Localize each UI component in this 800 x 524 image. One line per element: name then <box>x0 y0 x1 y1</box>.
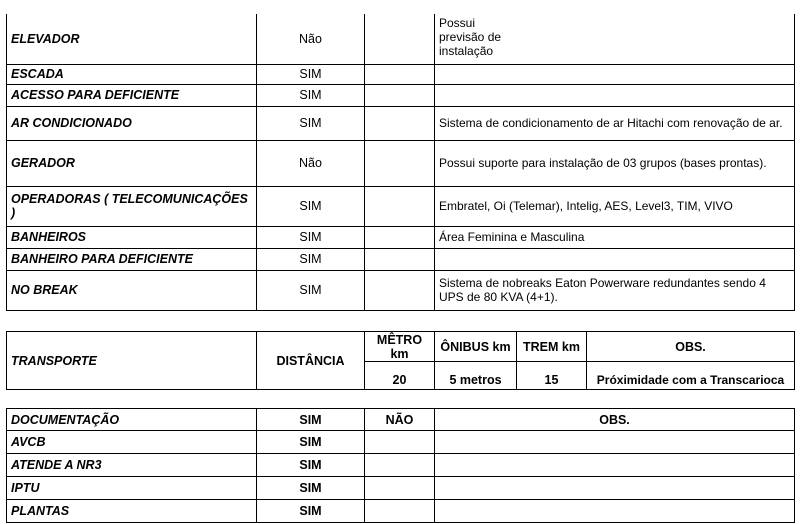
facilities-table <box>6 14 795 311</box>
doc-obs-header: OBS. <box>435 409 795 431</box>
facility-empty-cell <box>365 186 435 226</box>
facility-label: ESCADA <box>7 64 257 84</box>
train-value: 15 <box>517 362 587 390</box>
facility-empty-cell <box>365 84 435 106</box>
documentation-row <box>7 477 795 500</box>
facility-label: BANHEIRO PARA DEFICIENTE <box>7 248 257 270</box>
facility-row <box>7 140 795 186</box>
transport-obs-value: Próximidade com a Transcarioca <box>587 362 795 390</box>
facility-value: SIM <box>257 84 365 106</box>
facility-label: ELEVADOR <box>7 14 257 64</box>
facility-value: SIM <box>257 270 365 310</box>
facility-label: NO BREAK <box>7 270 257 310</box>
facility-label: GERADOR <box>7 140 257 186</box>
doc-no-cell <box>365 431 435 454</box>
facility-empty-cell <box>365 270 435 310</box>
facility-obs: Embratel, Oi (Telemar), Intelig, AES, Level3, TIM, VIVO <box>435 186 795 226</box>
facility-obs: Área Feminina e Masculina <box>435 226 795 248</box>
facility-row <box>7 14 795 64</box>
transport-table <box>6 331 795 390</box>
facility-row <box>7 106 795 140</box>
facility-value: Não <box>257 14 365 64</box>
doc-obs-cell <box>435 454 795 477</box>
documentation-row <box>7 454 795 477</box>
train-header: TREM km <box>517 332 587 362</box>
doc-obs-cell <box>435 477 795 500</box>
documentation-row <box>7 431 795 454</box>
distance-header: DISTÂNCIA <box>257 332 365 390</box>
doc-label: ATENDE A NR3 <box>7 454 257 477</box>
doc-label: PLANTAS <box>7 500 257 523</box>
doc-yes-header: SIM <box>257 409 365 431</box>
metro-value: 20 <box>365 362 435 390</box>
facility-obs: Sistema de nobreaks Eaton Powerware redundantes sendo 4 UPS de 80 KVA (4+1). <box>435 270 795 310</box>
facility-row <box>7 64 795 84</box>
doc-obs-cell <box>435 500 795 523</box>
facility-row <box>7 248 795 270</box>
facility-obs: Sistema de condicionamento de ar Hitachi com renovação de ar. <box>435 106 795 140</box>
facility-label: AR CONDICIONADO <box>7 106 257 140</box>
bus-header: ÔNIBUS km <box>435 332 517 362</box>
facility-value: SIM <box>257 186 365 226</box>
doc-value: SIM <box>257 477 365 500</box>
facility-label: ACESSO PARA DEFICIENTE <box>7 84 257 106</box>
metro-header: MÊTRO km <box>365 332 435 362</box>
facility-obs <box>435 248 795 270</box>
doc-no-cell <box>365 477 435 500</box>
doc-no-cell <box>365 454 435 477</box>
facility-empty-cell <box>365 226 435 248</box>
facility-empty-cell <box>365 14 435 64</box>
facility-obs <box>435 64 795 84</box>
doc-value: SIM <box>257 454 365 477</box>
facility-row <box>7 84 795 106</box>
facility-value: SIM <box>257 226 365 248</box>
facility-label: OPERADORAS ( TELECOMUNICAÇÕES ) <box>7 186 257 226</box>
facility-obs: Possui previsão de instalação <box>435 14 795 64</box>
doc-value: SIM <box>257 500 365 523</box>
bus-value: 5 metros <box>435 362 517 390</box>
facility-empty-cell <box>365 140 435 186</box>
facility-empty-cell <box>365 64 435 84</box>
documentation-label: DOCUMENTAÇÃO <box>7 409 257 431</box>
transport-label: TRANSPORTE <box>7 332 257 390</box>
facility-obs <box>435 84 795 106</box>
documentation-row <box>7 500 795 523</box>
facility-obs: Possui suporte para instalação de 03 grupos (bases prontas). <box>435 140 795 186</box>
facility-label: BANHEIROS <box>7 226 257 248</box>
facility-value: SIM <box>257 106 365 140</box>
doc-no-header: NÃO <box>365 409 435 431</box>
doc-obs-cell <box>435 431 795 454</box>
doc-value: SIM <box>257 431 365 454</box>
facility-row <box>7 226 795 248</box>
facility-value: Não <box>257 140 365 186</box>
facility-row <box>7 270 795 310</box>
facility-empty-cell <box>365 248 435 270</box>
facility-row <box>7 186 795 226</box>
facility-empty-cell <box>365 106 435 140</box>
transport-obs-header: OBS. <box>587 332 795 362</box>
doc-label: IPTU <box>7 477 257 500</box>
facility-value: SIM <box>257 64 365 84</box>
doc-no-cell <box>365 500 435 523</box>
facility-value: SIM <box>257 248 365 270</box>
doc-label: AVCB <box>7 431 257 454</box>
documentation-table <box>6 408 795 523</box>
